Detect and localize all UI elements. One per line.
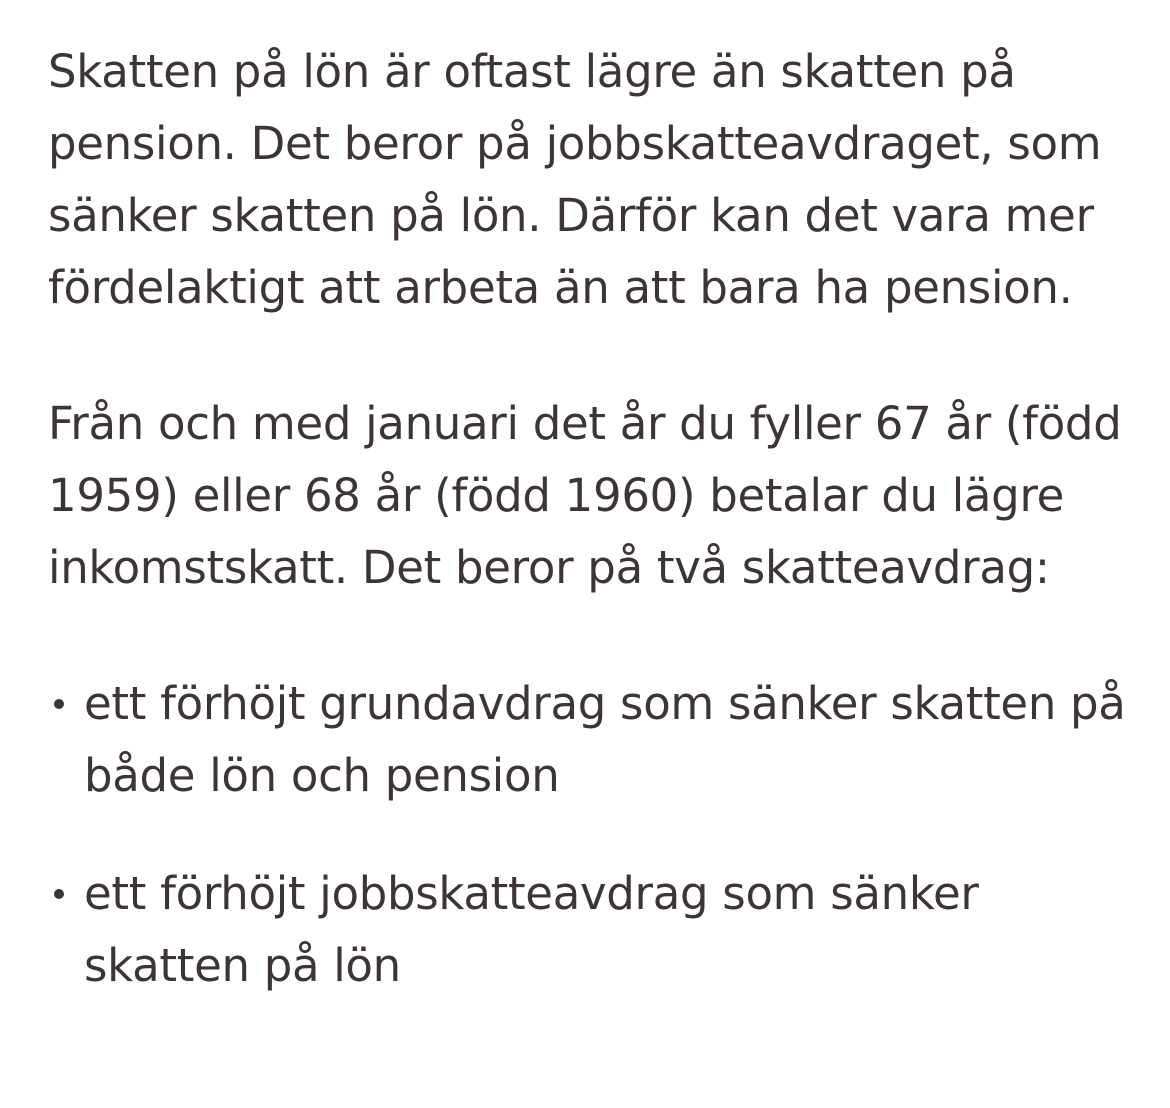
article-body — [48, 36, 1138, 1002]
list-item — [48, 668, 1138, 812]
list-item-text: ett förhöjt jobbskatteavdrag som sänker skatten på lön — [84, 867, 979, 992]
bullet-icon — [54, 889, 64, 899]
paragraph-age-tax: Från och med januari det år du fyller 67 år (född 1959) eller 68 år (född 1960) betalar du lägre inkomstskatt. Det beror på två skatteavdrag: — [48, 397, 1122, 594]
tax-deduction-list — [48, 668, 1138, 1002]
paragraph-salary-tax: Skatten på lön är oftast lägre än skatten på pension. Det beror på jobbskatteavdraget, som sänker skatten på lön. Därför kan det vara mer fördelaktigt att arbeta än att bara ha pension. — [48, 45, 1102, 314]
list-item — [48, 858, 1138, 1002]
bullet-icon — [54, 699, 64, 709]
list-item-text: ett förhöjt grundavdrag som sänker skatten på både lön och pension — [84, 677, 1126, 802]
